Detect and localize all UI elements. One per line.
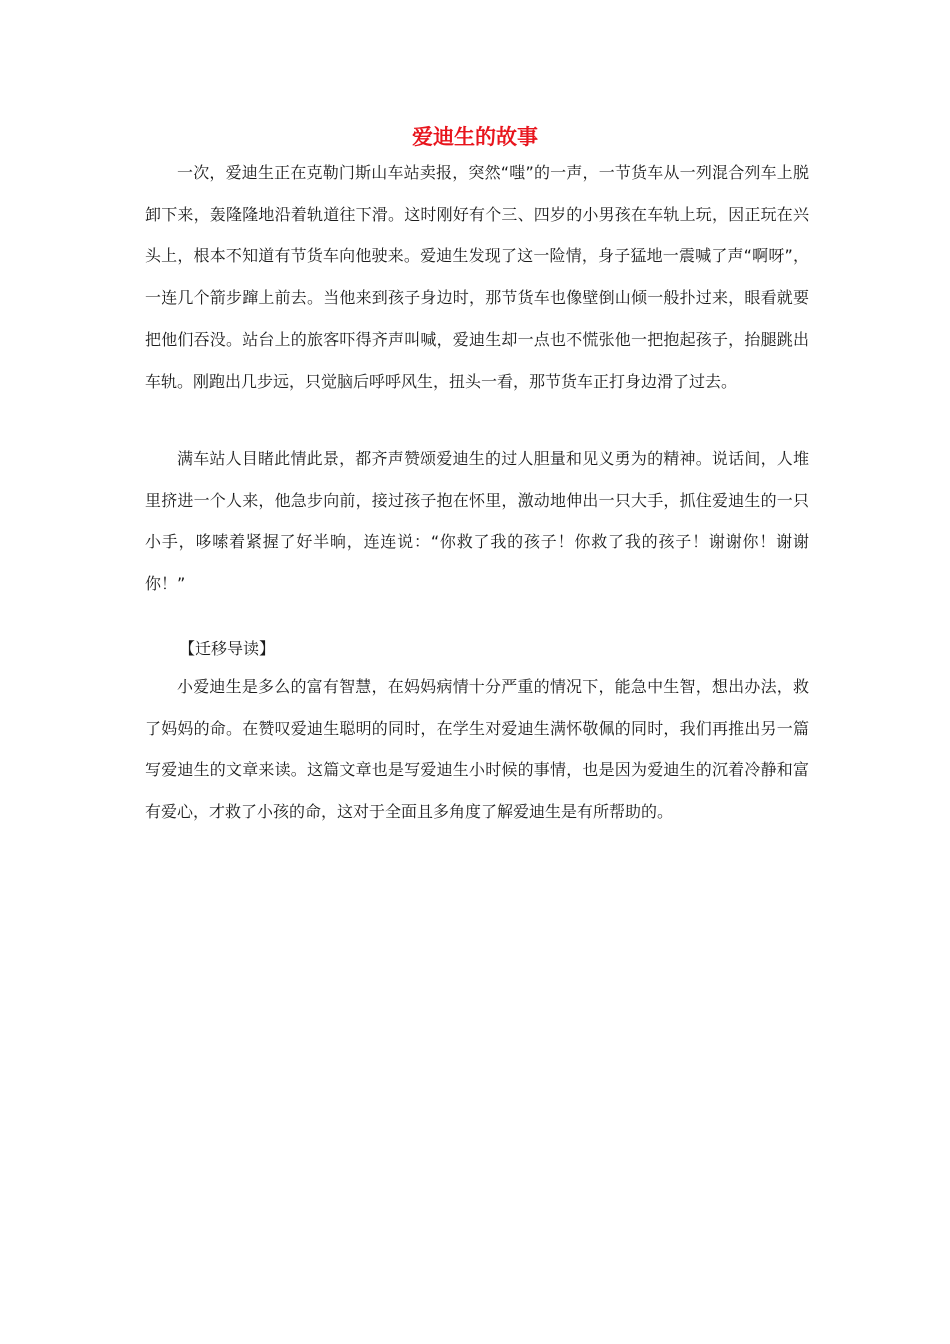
- story-paragraph-1: 一次，爱迪生正在克勒门斯山车站卖报，突然“嗤”的一声，一节货车从一列混合列车上脱卸下来，轰隆隆地沿着轨道往下滑。这时刚好有个三、四岁的小男孩在车轨上玩，因正玩在兴头上，根本不知道有节货车向他驶来。爱迪生发现了这一险情，身子猛地一震喊了声“啊呀”，一连几个箭步蹿上前去。当他来到孩子身边时，那节货车也像壁倒山倾一般扑过来，眼看就要把他们吞没。站台上的旅客吓得齐声叫喊，爱迪生却一点也不慌张他一把抱起孩子，抬腿跳出车轨。刚跑出几步远，只觉脑后呼呼风生，扭头一看，那节货车正打身边滑了过去。: [145, 163, 809, 391]
- story-paragraph-2: 满车站人目睹此情此景，都齐声赞颂爱迪生的过人胆量和见义勇为的精神。说话间，人堆里挤进一个人来，他急步向前，接过孩子抱在怀里，激动地伸出一只大手，抓住爱迪生的一只小手，哆嗦着紧握了好半晌，连连说：“你救了我的孩子！你救了我的孩子！谢谢你！谢谢你！”: [145, 449, 809, 594]
- section-heading: 【迁移导读】: [179, 639, 276, 658]
- section-paragraph: 小爱迪生是多么的富有智慧，在妈妈病情十分严重的情况下，能急中生智，想出办法，救了妈妈的命。在赞叹爱迪生聪明的同时，在学生对爱迪生满怀敬佩的同时，我们再推出另一篇写爱迪生的文章来读。这篇文章也是写爱迪生小时候的事情，也是因为爱迪生的沉着冷静和富有爱心，才救了小孩的命，这对于全面且多角度了解爱迪生是有所帮助的。: [145, 677, 809, 822]
- document-title: 爱迪生的故事: [412, 125, 538, 149]
